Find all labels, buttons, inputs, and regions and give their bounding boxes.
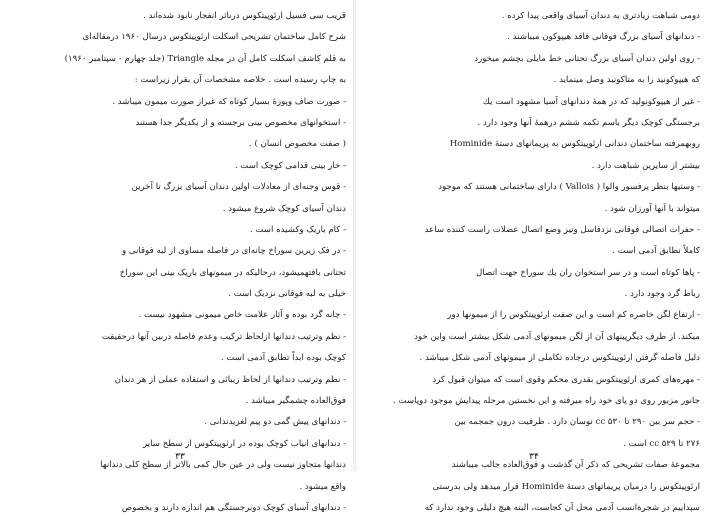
text-line: - دندانهای انیاب کوچک بوده در ارئوپیتکوس از سطح سایر [143,438,346,449]
text-line: - قوس وجنه‌ای از معادلات اولین دندان آسیای بزرگ تا آخرین [131,182,346,193]
text-line: - استخوانهای مخصوص بینی برجسته و از یکدیگر جدا هستند [135,117,346,128]
text-line: - نظم وترتیب دندانها از لحاظ زیبائی و استفاده عملی از هر دندان [114,374,346,385]
text-line: فوق‌العاده چشمگیر میباشد . [245,396,346,407]
text-line: ۲۷۶ تا ۵۲۹ cc است . [623,438,700,449]
text-line: - غیر از هیپوکونولید که در همهٔ دندانهای آسیا مشهود است یك [482,96,700,107]
text-line: جانور مزبور روی دو پای خود راه میرفته و این نخستین مرحله پیدایش موجود دوپاست . [393,396,700,407]
text-line: - صورت صاف وپوزهٔ بسیار کوتاه که غیراز صورت میمون میباشد . [112,96,346,107]
text-line: دومی شباهت زیادتری به دندان آسیای واقعی پیدا کرده . [501,11,700,21]
text-line: مجموعهٔ صفات تشریحی که ذکر آن گذشت و فوق‌العاده جالب میباشند [451,460,700,471]
text-line: - حجم سر بین ۲۹۰ تا ۵۳۰ cc نوسان دارد . ظرفیت درون جمجمه بین [454,417,700,428]
text-line: کاملاً تطابق آدمی است . [612,246,700,257]
text-line: دندانها متجاوز نیست ولی در عین حال کمی بالاتر از سطح کلی دندانها [100,460,346,471]
text-line: - دندانهای پیش گمی دو پیم لغزیدندانی . [204,417,346,428]
text-line: قریب سی فسیل ارئوپیتکوس درناثر انفجار نابود شده‌اند . [143,11,346,21]
page-gutter [353,0,356,471]
left-page [10,6,346,513]
text-line: میکند. از طرف دیگرپینهای آن از لگن میمونهای آدمی شکل بیشتر است واین خود [414,331,700,342]
text-line: سپداییم در شجرةانسب آدمی محل آن کجاست، البته هیچ دلیلی وجود ندارد که [424,502,700,513]
text-line: دلیل فاصله گرفتن ارئوپیتکوس درجاده تکاملی از میمونهای آدمی شکل میباشد . [419,353,700,364]
text-line: - ارتفاع لگن خاصره کم است و این صفت ارئوپیتکوس را از میمونها دور [447,310,700,321]
right-page [366,6,700,513]
text-line: - روی اولین دندان آسیای بزرگ تحتانی خط مایلی بچشم میخورد [474,53,700,64]
text-line: ( صفت مخصوص انسان ) . [249,139,346,150]
text-line: به چاپ رسیده است . خلاصه مشخصات آن بقرار زیراست : [134,75,346,86]
text-line: میتواند با آنها آورزان شود . [604,203,700,214]
text-line: - مهره‌های کمری ارئوپیتکوس بقدری محکم وقوی است که میتوان قبول کرد [432,374,700,385]
text-line: خیلی به لبه فوقانی نزدیک است . [228,289,346,300]
text-line: - دندانهای آسیای بزرگ فوقانی فاقد هیپوکون میباشند . [507,32,700,43]
left-page-number: ۳۳ [175,452,185,462]
text-line: - وستیها بنظر پرفسور والوا ( Vallois ) دارای ساختمانی هستند که موجود [438,182,700,193]
text-line: به قلم کاشف اسکلت کامل آن در مجله Triangle (جلد چهارم - سپتامبر ۱۹۶۰) [64,53,346,64]
text-line: - کام باریک وکشیده است . [249,224,346,235]
text-line: تحتانی بافتهمیشود، درحالیکه در میمونهای باریک بینی این سوراخ [119,267,346,278]
text-line: روبهمرفته ساختمان دندانی ارئوپیتکوس به پریماتهای دستهٔ Hominide [449,139,700,150]
text-line: - دندانهای آسیای کوچک دوبرجستگی هم اندازه دارند و بخصوص [121,502,346,513]
text-line: - چانه گرد بوده و آثار علامت خاص میمونی مشهود نیست . [138,310,346,321]
text-line: دندان آسیای کوچک شروع میشود . [222,203,346,214]
text-line: رباط گرد وجود دارد . [624,289,700,300]
text-line: برجستگی کوچک دیگر باسم تکمه ششم درهمهٔ آنها وجود دارد . [477,117,700,128]
text-line: - در فک زیرین سوراخ چانه‌ای در فاصله مساوی از لبه فوقانی و [122,246,346,257]
text-line: که هیپوکونید را به متاکونید وصل مینماید . [553,75,700,86]
text-line: بیشتر از سایرین شباهت دارد . [591,160,700,171]
text-line: کوچک بوده ابداً تطابق آدمی است . [220,353,346,364]
text-line: - حفرات اتصالی فوقانی نزدفاسل ونیز وضع اتصال عضلات راست کننده ساعد [424,224,700,235]
text-line: شرح کامل ساختمان تشریحی اسکلت ارئوپیتکوس درسال ۱۹۶۰ درمقاله‌ای [82,32,346,43]
text-line: ارئوپیتکوس را درمیان پریماتهای دستهٔ Hominide قرار میدهد ولی بدرستی [432,481,700,492]
text-line: - خار بینی قدامی کوچک است . [234,160,346,171]
right-page-number: ۳۴ [529,452,539,462]
text-line: واقع میشود . [299,481,346,492]
text-line: - نظم وترتیب دندانها ازلحاظ ترکیب وعدم فاصله دربین آنها درحقیقت [101,331,346,342]
text-line: - پاها کوتاه است و در سر استخوان ران یك سوراخ جهت اتصال [476,267,700,278]
